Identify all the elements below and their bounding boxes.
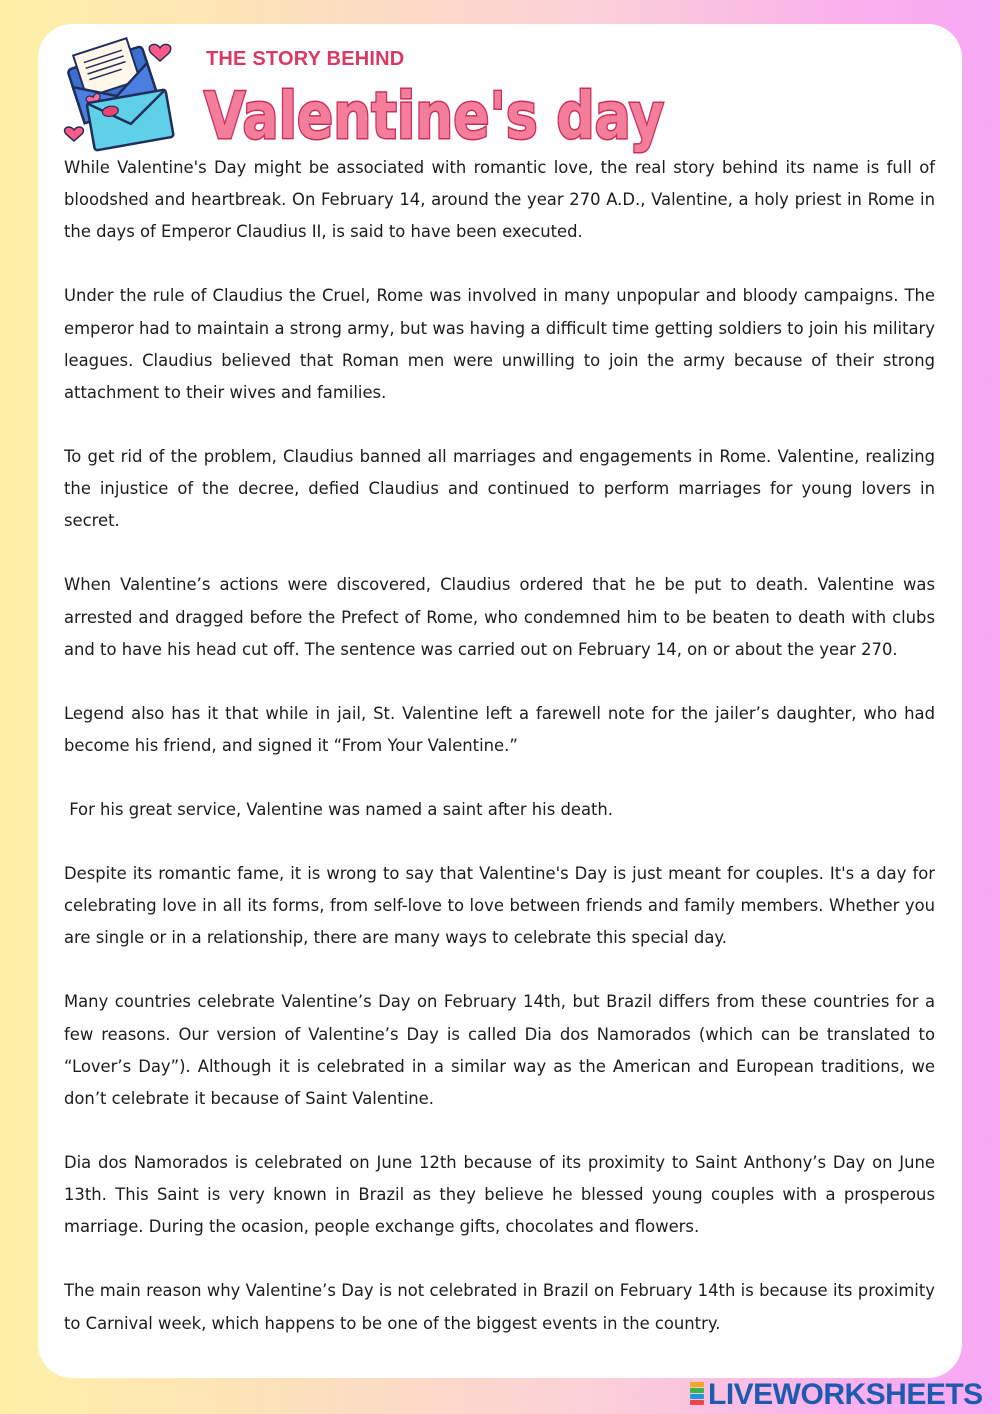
header-title xyxy=(200,64,670,164)
paragraph-3: To get rid of the problem, Claudius banned all marriages and engagements in Rome. Valentine, realizing the injustice of the decree, defied Claudius and continued to perform marriages for young lovers in secret. xyxy=(64,447,935,531)
paragraph-9: Dia dos Namorados is celebrated on June 12th because of its proximity to Saint Anthony’s Day on June 13th. This Saint is very known in Brazil as they believe he blessed young couples with a prosperous marriage. During the ocasion, people exchange gifts, chocolates and flowers. xyxy=(64,1153,935,1237)
liveworksheets-logo-icon xyxy=(690,1382,704,1408)
paragraph-10: The main reason why Valentine’s Day is not celebrated in Brazil on February 14th is because its proximity to Carnival week, which happens to be one of the biggest events in the country. xyxy=(64,1281,935,1333)
paragraph-4: When Valentine’s actions were discovered, Claudius ordered that he be put to death. Valentine was arrested and dragged before the Prefect of Rome, who condemned him to be beaten to death with clubs and to have his head cut off. The sentence was carried out on February 14, on or about the year 270. xyxy=(64,575,935,659)
paragraph-2: Under the rule of Claudius the Cruel, Rome was involved in many unpopular and bloody campaigns. The emperor had to maintain a strong army, but was having a difficult time getting soldiers to join his military leagues. Claudius believed that Roman men were unwilling to join the army because of their strong attachment to their wives and families. xyxy=(64,286,935,403)
liveworksheets-logo[interactable] xyxy=(690,1378,995,1412)
article-body xyxy=(64,152,935,1372)
paragraph-8: Many countries celebrate Valentine’s Day on February 14th, but Brazil differs from these countries for a few reasons. Our version of Valentine’s Day is called Dia dos Namorados (which can be translated to “Lover’s Day”). Although it is celebrated in a similar way as the American and European traditions, we don’t celebrate it because of Saint Valentine. xyxy=(64,992,935,1109)
header-title-text: Valentine's day xyxy=(204,80,664,154)
paragraph-1: While Valentine's Day might be associated with romantic love, the real story behind its name is full of bloodshed and heartbreak. On February 14, around the year 270 A.D., Valentine, a holy priest in Rome in the days of Emperor Claudius II, is said to have been executed. xyxy=(64,158,935,242)
love-letter-envelopes-icon xyxy=(60,34,180,152)
paragraph-7: Despite its romantic fame, it is wrong to say that Valentine's Day is just meant for couples. It's a day for celebrating love in all its forms, from self-love to love between friends and family members. Whether you are single or in a relationship, there are many ways to celebrate this special day. xyxy=(64,864,935,948)
paragraph-5: Legend also has it that while in jail, St. Valentine left a farewell note for the jailer’s daughter, who had become his friend, and signed it “From Your Valentine.” xyxy=(64,703,935,756)
liveworksheets-logo-text: LIVEWORKSHEETS xyxy=(708,1378,983,1411)
header-subtitle: THE STORY BEHIND xyxy=(206,48,405,70)
paragraph-6: For his great service, Valentine was named a saint after his death. xyxy=(64,800,614,820)
header-title-art xyxy=(200,64,670,164)
header xyxy=(60,34,940,159)
document-card xyxy=(38,24,962,1378)
